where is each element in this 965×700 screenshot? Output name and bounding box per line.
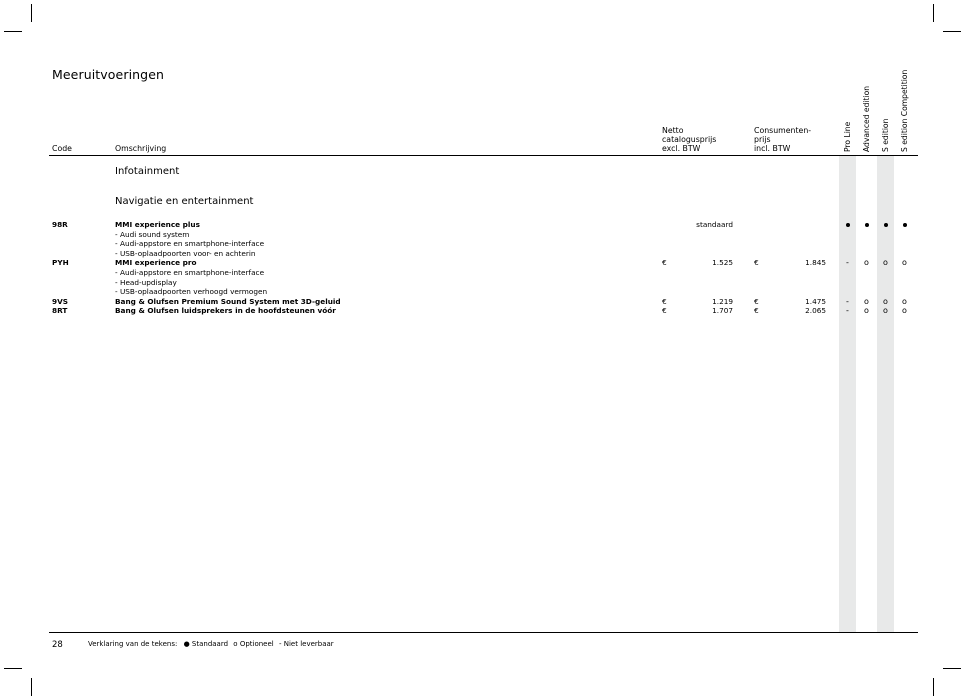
option-name: Bang & Olufsen luidsprekers in de hoofdsteunen vóór: [115, 306, 336, 316]
availability-mark: [896, 220, 913, 230]
netto-currency: €: [662, 296, 667, 306]
option-detail: - Audi-appstore en smartphone-interface: [115, 268, 265, 277]
availability-mark: -: [846, 296, 849, 306]
option-detail: - Audi sound system: [115, 229, 190, 239]
legend-label: Verklaring van de tekens:: [88, 640, 178, 648]
netto-price: 1.525: [712, 258, 733, 268]
crop-mark: [933, 678, 934, 696]
header-version-s-edition-competition: S edition Competition: [900, 69, 909, 152]
option-detail: - USB-oplaadpoorten verhoogd vermogen: [115, 287, 268, 297]
header-version-advanced-edition: Advanced edition: [862, 85, 871, 152]
crop-mark: [4, 31, 22, 32]
availability-mark: o: [864, 306, 869, 316]
legend: [88, 640, 334, 648]
netto-price: standaard: [696, 220, 733, 229]
availability-mark: o: [883, 306, 888, 316]
availability-mark: -: [846, 258, 849, 268]
netto-currency: €: [662, 306, 667, 316]
netto-price: 1.707: [712, 306, 733, 316]
page-number: 28: [52, 640, 63, 650]
standard-dot-icon: [865, 223, 869, 227]
consumer-price: 1.845: [805, 258, 826, 268]
availability-mark: o: [902, 258, 907, 268]
header-description: Omschrijving: [115, 144, 167, 153]
standard-dot-icon: [846, 223, 850, 227]
legend-unavailable: Niet leverbaar: [283, 640, 334, 648]
legend-unavailable-symbol: -: [278, 640, 282, 648]
crop-mark: [4, 668, 22, 669]
consumer-currency: €: [754, 296, 759, 306]
consumer-currency: €: [754, 306, 759, 316]
header-version-s-edition: S edition: [881, 118, 890, 152]
option-code: PYH: [52, 258, 69, 268]
availability-mark: o: [883, 296, 888, 306]
option-detail: - USB-oplaadpoorten voor- en achterin: [115, 248, 256, 258]
availability-mark: [877, 220, 894, 230]
availability-mark: o: [864, 296, 869, 306]
consumer-price: 1.475: [805, 296, 826, 306]
legend-optional: Optioneel: [239, 640, 274, 648]
option-code: 8RT: [52, 306, 68, 316]
header-version-pro-line: Pro Line: [843, 121, 852, 152]
netto-currency: €: [662, 258, 667, 268]
availability-mark: [839, 220, 856, 230]
availability-mark: o: [883, 258, 888, 268]
crop-mark: [943, 31, 961, 32]
netto-price: 1.219: [712, 296, 733, 306]
crop-mark: [933, 4, 934, 22]
section-title: Infotainment: [115, 166, 180, 177]
option-code: 98R: [52, 220, 68, 229]
availability-mark: o: [902, 306, 907, 316]
standard-dot-icon: [884, 223, 888, 227]
legend-standard: Standaard: [191, 640, 229, 648]
crop-mark: [31, 4, 32, 22]
availability-mark: o: [902, 296, 907, 306]
crop-mark: [943, 668, 961, 669]
option-detail: - Head-updisplay: [115, 277, 177, 287]
option-code: 9VS: [52, 296, 68, 306]
crop-mark: [31, 678, 32, 696]
availability-mark: [858, 220, 875, 230]
header-rule: [49, 155, 918, 156]
header-code: Code: [52, 144, 72, 153]
legend-optional-symbol: o: [233, 640, 238, 648]
option-name: MMI experience plus: [115, 220, 200, 229]
consumer-price: 2.065: [805, 306, 826, 316]
option-name: MMI experience pro: [115, 258, 197, 268]
header-consumer-price: Consumenten- prijs incl. BTW: [754, 126, 812, 154]
option-name: Bang & Olufsen Premium Sound System met 3D-geluid: [115, 296, 341, 306]
availability-mark: -: [846, 306, 849, 316]
option-detail: - Audi-appstore en smartphone-interface: [115, 239, 265, 249]
footer-rule: [49, 632, 918, 633]
availability-mark: o: [864, 258, 869, 268]
header-netto-price: Netto catalogusprijs excl. BTW: [662, 126, 717, 154]
standard-dot-icon: [903, 223, 907, 227]
consumer-currency: €: [754, 258, 759, 268]
subsection-title: Navigatie en entertainment: [115, 196, 254, 207]
page-title: Meeruitvoeringen: [52, 67, 165, 82]
legend-standard-symbol: ●: [183, 640, 190, 648]
